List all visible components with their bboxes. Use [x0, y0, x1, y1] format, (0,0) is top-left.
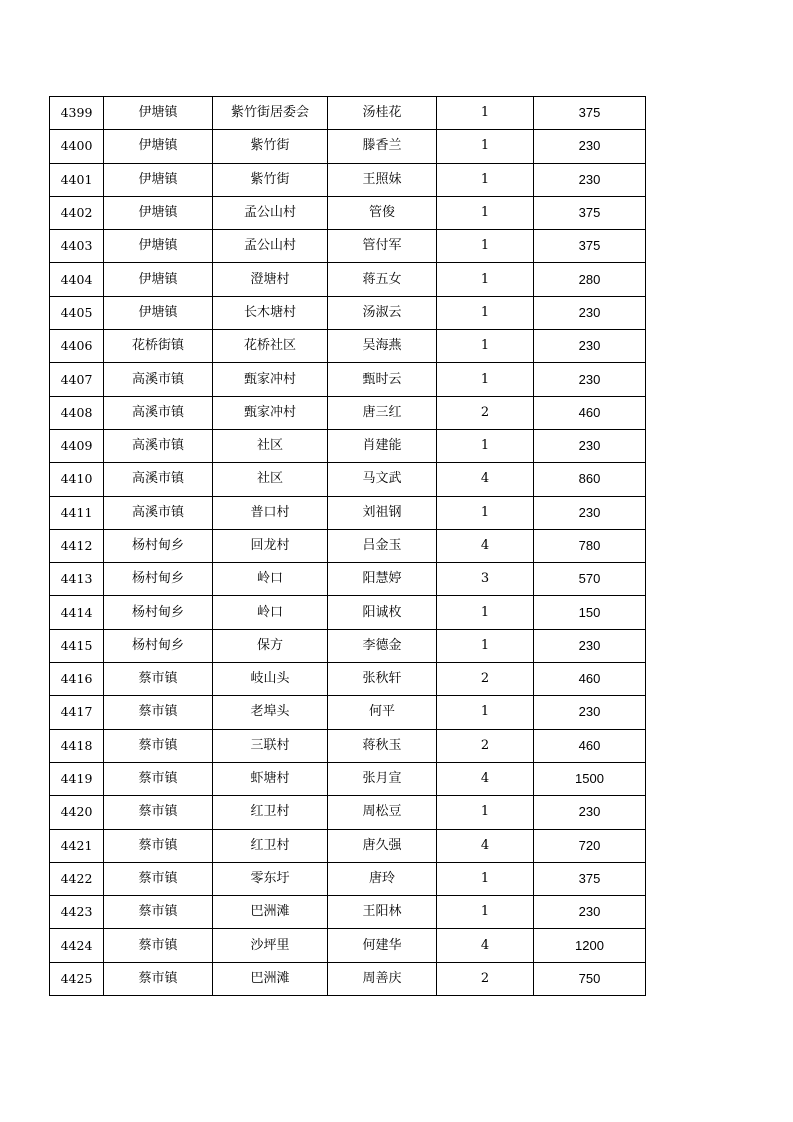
cell-village: 甄家冲村 [213, 363, 328, 396]
cell-id: 4416 [50, 663, 104, 696]
cell-name: 张月宣 [328, 762, 437, 795]
cell-amount: 750 [534, 962, 646, 995]
table-row [50, 429, 646, 462]
cell-amount: 375 [534, 196, 646, 229]
cell-id: 4406 [50, 330, 104, 363]
cell-id: 4421 [50, 829, 104, 862]
cell-amount: 230 [534, 130, 646, 163]
cell-name: 王阳林 [328, 896, 437, 929]
cell-village: 长木塘村 [213, 296, 328, 329]
cell-count: 1 [437, 363, 534, 396]
cell-village: 甄家冲村 [213, 396, 328, 429]
table-row [50, 296, 646, 329]
cell-amount: 460 [534, 729, 646, 762]
cell-name: 肖建能 [328, 429, 437, 462]
table-row [50, 196, 646, 229]
table-row [50, 263, 646, 296]
cell-village: 红卫村 [213, 829, 328, 862]
cell-amount: 230 [534, 363, 646, 396]
table-row [50, 97, 646, 130]
cell-town: 蔡市镇 [104, 929, 213, 962]
cell-town: 蔡市镇 [104, 729, 213, 762]
cell-name: 滕香兰 [328, 130, 437, 163]
cell-amount: 375 [534, 230, 646, 263]
cell-village: 紫竹街居委会 [213, 97, 328, 130]
cell-village: 花桥社区 [213, 330, 328, 363]
cell-amount: 230 [534, 896, 646, 929]
cell-name: 吴海燕 [328, 330, 437, 363]
cell-count: 1 [437, 629, 534, 662]
table-row [50, 629, 646, 662]
cell-town: 蔡市镇 [104, 862, 213, 895]
cell-amount: 1500 [534, 762, 646, 795]
cell-id: 4414 [50, 596, 104, 629]
cell-town: 伊塘镇 [104, 163, 213, 196]
cell-village: 红卫村 [213, 796, 328, 829]
cell-town: 蔡市镇 [104, 796, 213, 829]
cell-id: 4403 [50, 230, 104, 263]
cell-town: 杨村甸乡 [104, 529, 213, 562]
cell-town: 蔡市镇 [104, 762, 213, 795]
cell-id: 4419 [50, 762, 104, 795]
cell-count: 3 [437, 563, 534, 596]
table-row [50, 529, 646, 562]
table-body [50, 97, 646, 996]
cell-town: 蔡市镇 [104, 962, 213, 995]
cell-count: 4 [437, 929, 534, 962]
cell-count: 1 [437, 896, 534, 929]
data-table [49, 96, 646, 996]
cell-id: 4424 [50, 929, 104, 962]
table-row [50, 596, 646, 629]
cell-count: 4 [437, 762, 534, 795]
cell-village: 岭口 [213, 596, 328, 629]
cell-count: 1 [437, 196, 534, 229]
cell-id: 4413 [50, 563, 104, 596]
cell-village: 孟公山村 [213, 196, 328, 229]
table-row [50, 130, 646, 163]
cell-count: 1 [437, 230, 534, 263]
cell-town: 高溪市镇 [104, 396, 213, 429]
cell-count: 1 [437, 97, 534, 130]
cell-count: 4 [437, 463, 534, 496]
cell-id: 4407 [50, 363, 104, 396]
cell-id: 4400 [50, 130, 104, 163]
cell-count: 1 [437, 596, 534, 629]
table-row [50, 396, 646, 429]
cell-town: 杨村甸乡 [104, 629, 213, 662]
cell-id: 4410 [50, 463, 104, 496]
table-row [50, 663, 646, 696]
cell-town: 蔡市镇 [104, 896, 213, 929]
table-row [50, 163, 646, 196]
cell-name: 吕金玉 [328, 529, 437, 562]
cell-amount: 460 [534, 663, 646, 696]
cell-town: 伊塘镇 [104, 97, 213, 130]
cell-village: 社区 [213, 429, 328, 462]
table-row [50, 929, 646, 962]
cell-town: 伊塘镇 [104, 296, 213, 329]
cell-name: 王照妹 [328, 163, 437, 196]
table-row [50, 762, 646, 795]
cell-count: 1 [437, 429, 534, 462]
cell-name: 管付军 [328, 230, 437, 263]
cell-town: 杨村甸乡 [104, 596, 213, 629]
cell-amount: 150 [534, 596, 646, 629]
cell-town: 高溪市镇 [104, 429, 213, 462]
cell-id: 4417 [50, 696, 104, 729]
cell-count: 1 [437, 296, 534, 329]
cell-count: 1 [437, 862, 534, 895]
cell-amount: 280 [534, 263, 646, 296]
cell-name: 甄时云 [328, 363, 437, 396]
cell-village: 老埠头 [213, 696, 328, 729]
cell-amount: 720 [534, 829, 646, 862]
cell-id: 4412 [50, 529, 104, 562]
cell-count: 2 [437, 663, 534, 696]
table-row [50, 896, 646, 929]
cell-town: 伊塘镇 [104, 130, 213, 163]
cell-count: 2 [437, 729, 534, 762]
cell-amount: 230 [534, 429, 646, 462]
cell-id: 4399 [50, 97, 104, 130]
cell-town: 高溪市镇 [104, 463, 213, 496]
cell-amount: 570 [534, 563, 646, 596]
cell-village: 社区 [213, 463, 328, 496]
cell-name: 汤淑云 [328, 296, 437, 329]
cell-town: 蔡市镇 [104, 829, 213, 862]
cell-name: 阳慧婷 [328, 563, 437, 596]
cell-id: 4402 [50, 196, 104, 229]
cell-amount: 230 [534, 496, 646, 529]
cell-town: 高溪市镇 [104, 363, 213, 396]
cell-count: 2 [437, 962, 534, 995]
cell-id: 4425 [50, 962, 104, 995]
table-row [50, 363, 646, 396]
cell-village: 孟公山村 [213, 230, 328, 263]
table-row [50, 962, 646, 995]
table-row [50, 563, 646, 596]
cell-id: 4408 [50, 396, 104, 429]
cell-name: 汤桂花 [328, 97, 437, 130]
cell-village: 沙坪里 [213, 929, 328, 962]
table-row [50, 496, 646, 529]
cell-town: 伊塘镇 [104, 230, 213, 263]
cell-town: 杨村甸乡 [104, 563, 213, 596]
cell-amount: 460 [534, 396, 646, 429]
table-row [50, 696, 646, 729]
table-row [50, 829, 646, 862]
cell-name: 周松豆 [328, 796, 437, 829]
cell-amount: 230 [534, 163, 646, 196]
cell-id: 4415 [50, 629, 104, 662]
cell-name: 何平 [328, 696, 437, 729]
cell-count: 4 [437, 529, 534, 562]
cell-name: 刘祖钢 [328, 496, 437, 529]
cell-id: 4411 [50, 496, 104, 529]
cell-town: 伊塘镇 [104, 196, 213, 229]
cell-village: 巴洲滩 [213, 962, 328, 995]
cell-id: 4423 [50, 896, 104, 929]
cell-count: 1 [437, 163, 534, 196]
cell-amount: 375 [534, 97, 646, 130]
cell-village: 三联村 [213, 729, 328, 762]
cell-amount: 780 [534, 529, 646, 562]
cell-amount: 375 [534, 862, 646, 895]
cell-count: 1 [437, 263, 534, 296]
table-row [50, 463, 646, 496]
cell-amount: 230 [534, 796, 646, 829]
cell-count: 2 [437, 396, 534, 429]
table-row [50, 796, 646, 829]
cell-village: 零东圩 [213, 862, 328, 895]
cell-village: 紫竹街 [213, 163, 328, 196]
cell-amount: 1200 [534, 929, 646, 962]
cell-id: 4401 [50, 163, 104, 196]
cell-name: 唐玲 [328, 862, 437, 895]
cell-id: 4409 [50, 429, 104, 462]
cell-name: 张秋轩 [328, 663, 437, 696]
cell-town: 蔡市镇 [104, 663, 213, 696]
cell-count: 4 [437, 829, 534, 862]
table-row [50, 230, 646, 263]
cell-village: 紫竹街 [213, 130, 328, 163]
cell-town: 伊塘镇 [104, 263, 213, 296]
cell-town: 蔡市镇 [104, 696, 213, 729]
cell-count: 1 [437, 496, 534, 529]
table-row [50, 729, 646, 762]
cell-id: 4422 [50, 862, 104, 895]
cell-name: 蒋秋玉 [328, 729, 437, 762]
cell-name: 周善庆 [328, 962, 437, 995]
cell-name: 管俊 [328, 196, 437, 229]
cell-name: 李德金 [328, 629, 437, 662]
cell-amount: 230 [534, 696, 646, 729]
cell-name: 何建华 [328, 929, 437, 962]
cell-count: 1 [437, 130, 534, 163]
cell-name: 唐久强 [328, 829, 437, 862]
cell-village: 澄塘村 [213, 263, 328, 296]
cell-count: 1 [437, 796, 534, 829]
cell-name: 蒋五女 [328, 263, 437, 296]
cell-id: 4405 [50, 296, 104, 329]
cell-village: 巴洲滩 [213, 896, 328, 929]
cell-name: 马文武 [328, 463, 437, 496]
cell-amount: 230 [534, 296, 646, 329]
cell-id: 4418 [50, 729, 104, 762]
cell-count: 1 [437, 330, 534, 363]
cell-name: 唐三红 [328, 396, 437, 429]
cell-town: 高溪市镇 [104, 496, 213, 529]
cell-village: 虾塘村 [213, 762, 328, 795]
cell-id: 4404 [50, 263, 104, 296]
cell-name: 阳诚枚 [328, 596, 437, 629]
cell-village: 普口村 [213, 496, 328, 529]
cell-village: 保方 [213, 629, 328, 662]
cell-count: 1 [437, 696, 534, 729]
cell-amount: 860 [534, 463, 646, 496]
table-row [50, 330, 646, 363]
cell-village: 岐山头 [213, 663, 328, 696]
cell-village: 岭口 [213, 563, 328, 596]
cell-amount: 230 [534, 629, 646, 662]
table-row [50, 862, 646, 895]
cell-town: 花桥街镇 [104, 330, 213, 363]
cell-village: 回龙村 [213, 529, 328, 562]
cell-id: 4420 [50, 796, 104, 829]
cell-amount: 230 [534, 330, 646, 363]
